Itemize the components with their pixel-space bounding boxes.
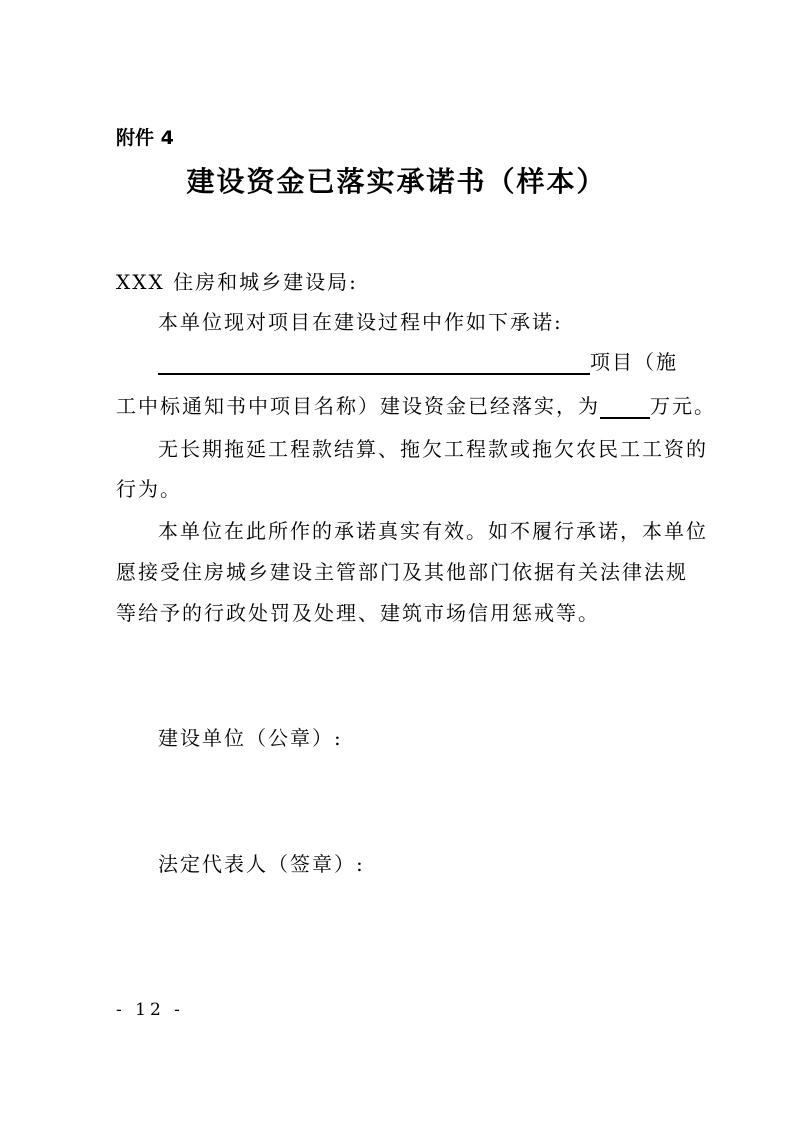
paragraph-3-line-2: 愿接受住房城乡建设主管部门及其他部门依据有关法律法规	[116, 560, 688, 584]
paragraph-2-line-1: 无长期拖延工程款结算、拖欠工程款或拖欠农民工工资的	[158, 437, 708, 461]
paragraph-2-line-2: 行为。	[116, 477, 182, 501]
project-suffix: 项目（施	[590, 350, 678, 374]
project-name-line	[158, 346, 678, 375]
project-name-blank[interactable]	[158, 351, 590, 375]
unit-seal-label: 建设单位（公章）:	[158, 726, 343, 750]
funding-text: 工中标通知书中项目名称）建设资金已经落实，为	[116, 394, 600, 418]
page-number: - 12 -	[116, 1000, 184, 1020]
attachment-label: 附件 4	[116, 127, 174, 149]
paragraph-3-line-1: 本单位在此所作的承诺真实有效。如不履行承诺，本单位	[158, 519, 708, 543]
paragraph-3-line-3: 等给予的行政处罚及处理、建筑市场信用惩戒等。	[116, 601, 600, 625]
intro-text: 本单位现对项目在建设过程中作如下承诺:	[158, 310, 563, 334]
funding-line	[116, 390, 716, 419]
legal-rep-label: 法定代表人（签章）:	[158, 852, 365, 876]
amount-blank[interactable]	[600, 395, 650, 419]
addressee: XXX 住房和城乡建设局:	[116, 270, 358, 294]
document-title: 建设资金已落实承诺书（样本）	[186, 165, 607, 198]
amount-suffix: 万元。	[650, 394, 716, 418]
